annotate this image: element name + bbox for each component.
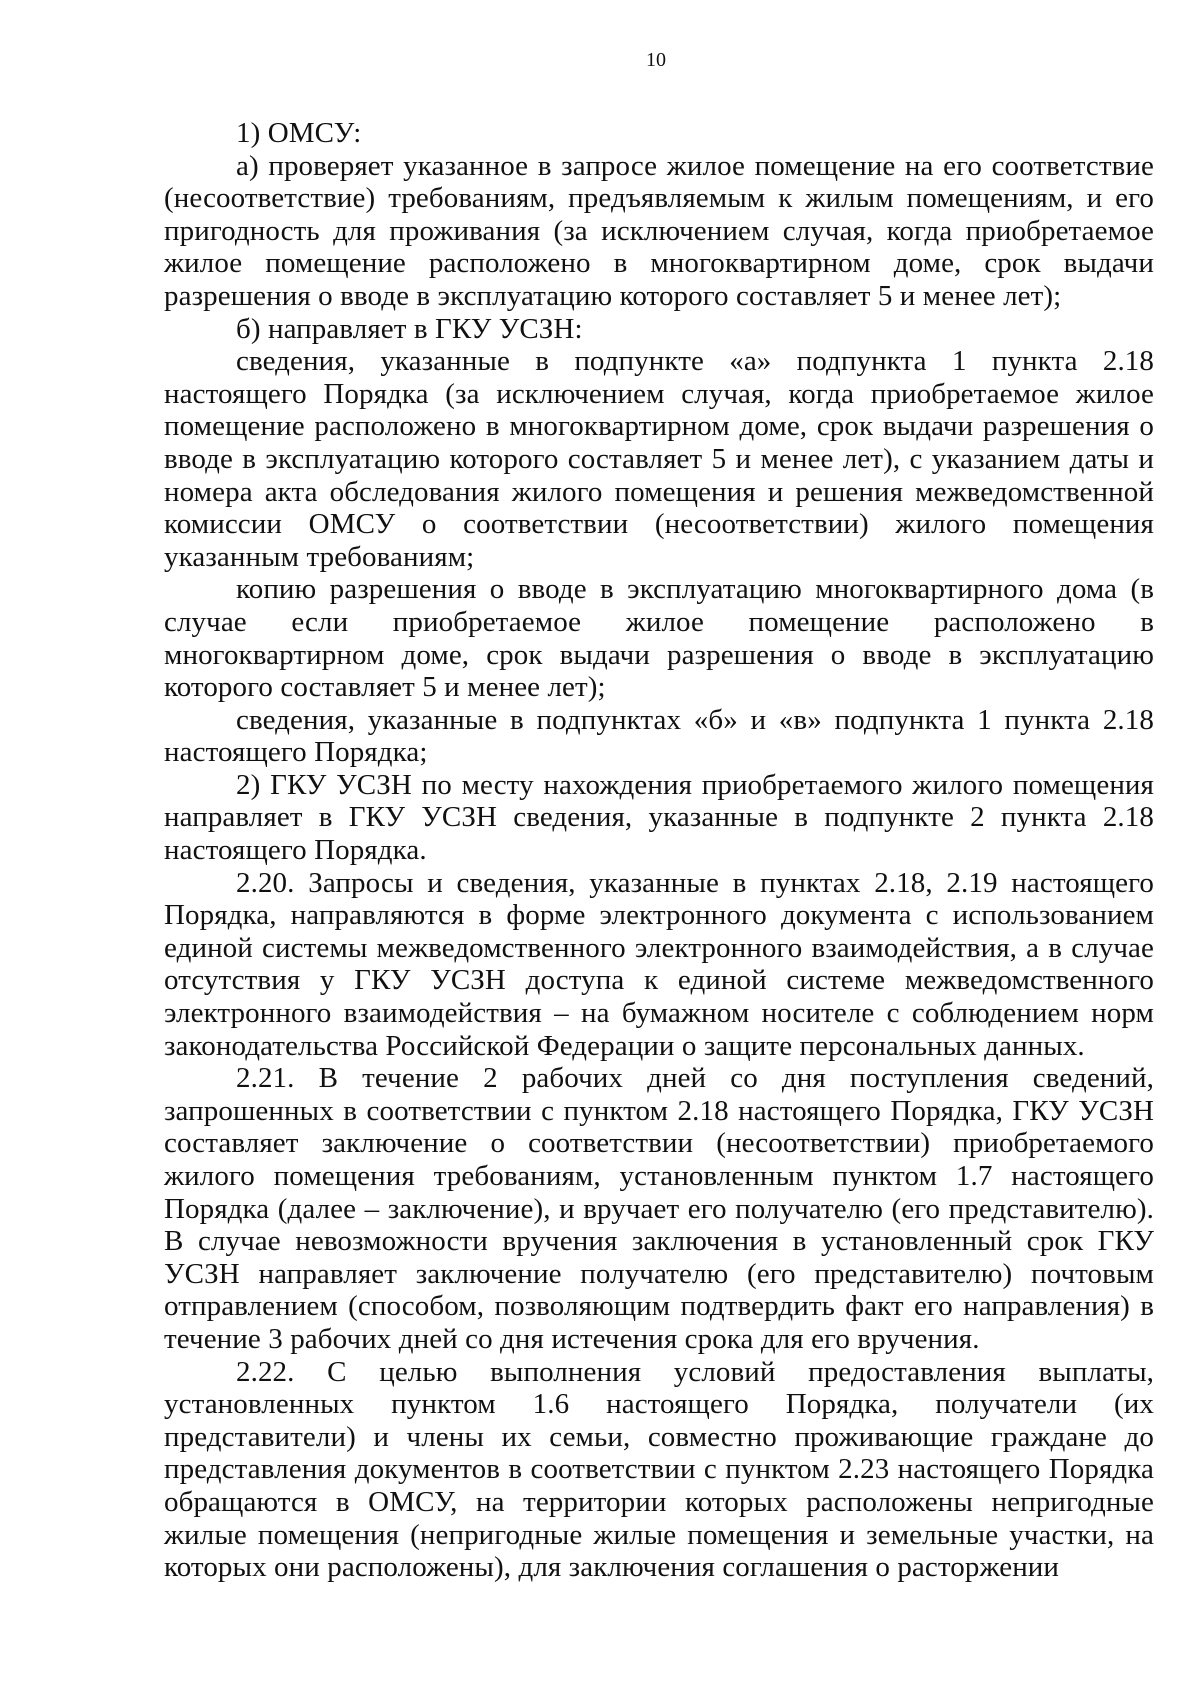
paragraph: 2.20. Запросы и сведения, указанные в пунктах 2.18, 2.19 настоящего Порядка, направляются в форме электронного документа с использованием единой системы межведомственного электронного взаимодействия, а в случае отсутствия у ГКУ УСЗН доступа к единой системе межведомственного электронного взаимодействия – на бумажном носителе с соблюдением норм законодательства Российской Федерации о защите персональных данных. [164, 866, 1154, 1062]
paragraph: 2.22. С целью выполнения условий предоставления выплаты, установленных пунктом 1.6 настоящего Порядка, получатели (их представители) и члены их семьи, совместно проживающие граждане до представления документов в соответствии с пунктом 2.23 настоящего Порядка обращаются в ОМСУ, на территории которых расположены непригодные жилые помещения (непригодные жилые помещения и земельные участки, на которых они расположены), для заключения соглашения о расторжении [164, 1355, 1154, 1584]
document-body [164, 117, 1154, 1584]
paragraph: б) направляет в ГКУ УСЗН: [236, 312, 583, 345]
page-number: 10 [646, 49, 666, 71]
paragraph: копию разрешения о вводе в эксплуатацию многоквартирного дома (в случае если приобретаемое жилое помещение расположено в многоквартирном доме, срок выдачи разрешения о вводе в эксплуатацию которого составляет 5 и менее лет); [164, 573, 1154, 704]
paragraph: сведения, указанные в подпунктах «б» и «в» подпункта 1 пункта 2.18 настоящего Порядка; [164, 703, 1154, 769]
paragraph: а) проверяет указанное в запросе жилое помещение на его соответствие (несоответствие) требованиям, предъявляемым к жилым помещениям, и его пригодность для проживания (за исключением случая, когда приобретаемое жилое помещение расположено в многоквартирном доме, срок выдачи разрешения о вводе в эксплуатацию которого составляет 5 и менее лет); [164, 149, 1154, 312]
paragraph: 1) ОМСУ: [236, 117, 362, 149]
paragraph: сведения, указанные в подпункте «а» подпункта 1 пункта 2.18 настоящего Порядка (за исключением случая, когда приобретаемое жилое помещение расположено в многоквартирном доме, срок выдачи разрешения о вводе в эксплуатацию которого составляет 5 и менее лет), с указанием даты и номера акта обследования жилого помещения и решения межведомственной комиссии ОМСУ о соответствии (несоответствии) жилого помещения указанным требованиям; [164, 345, 1154, 573]
paragraph: 2.21. В течение 2 рабочих дней со дня поступления сведений, запрошенных в соответствии с пунктом 2.18 настоящего Порядка, ГКУ УСЗН составляет заключение о соответствии (несоответствии) приобретаемого жилого помещения требованиям, установленным пунктом 1.7 настоящего Порядка (далее – заключение), и вручает его получателю (его представителю). В случае невозможности вручения заключения в установленный срок ГКУ УСЗН направляет заключение получателю (его представителю) почтовым отправлением (способом, позволяющим подтвердить факт его направления) в течение 3 рабочих дней со дня истечения срока для его вручения. [164, 1062, 1154, 1355]
paragraph: 2) ГКУ УСЗН по месту нахождения приобретаемого жилого помещения направляет в ГКУ УСЗН сведения, указанные в подпункте 2 пункта 2.18 настоящего Порядка. [164, 768, 1154, 867]
